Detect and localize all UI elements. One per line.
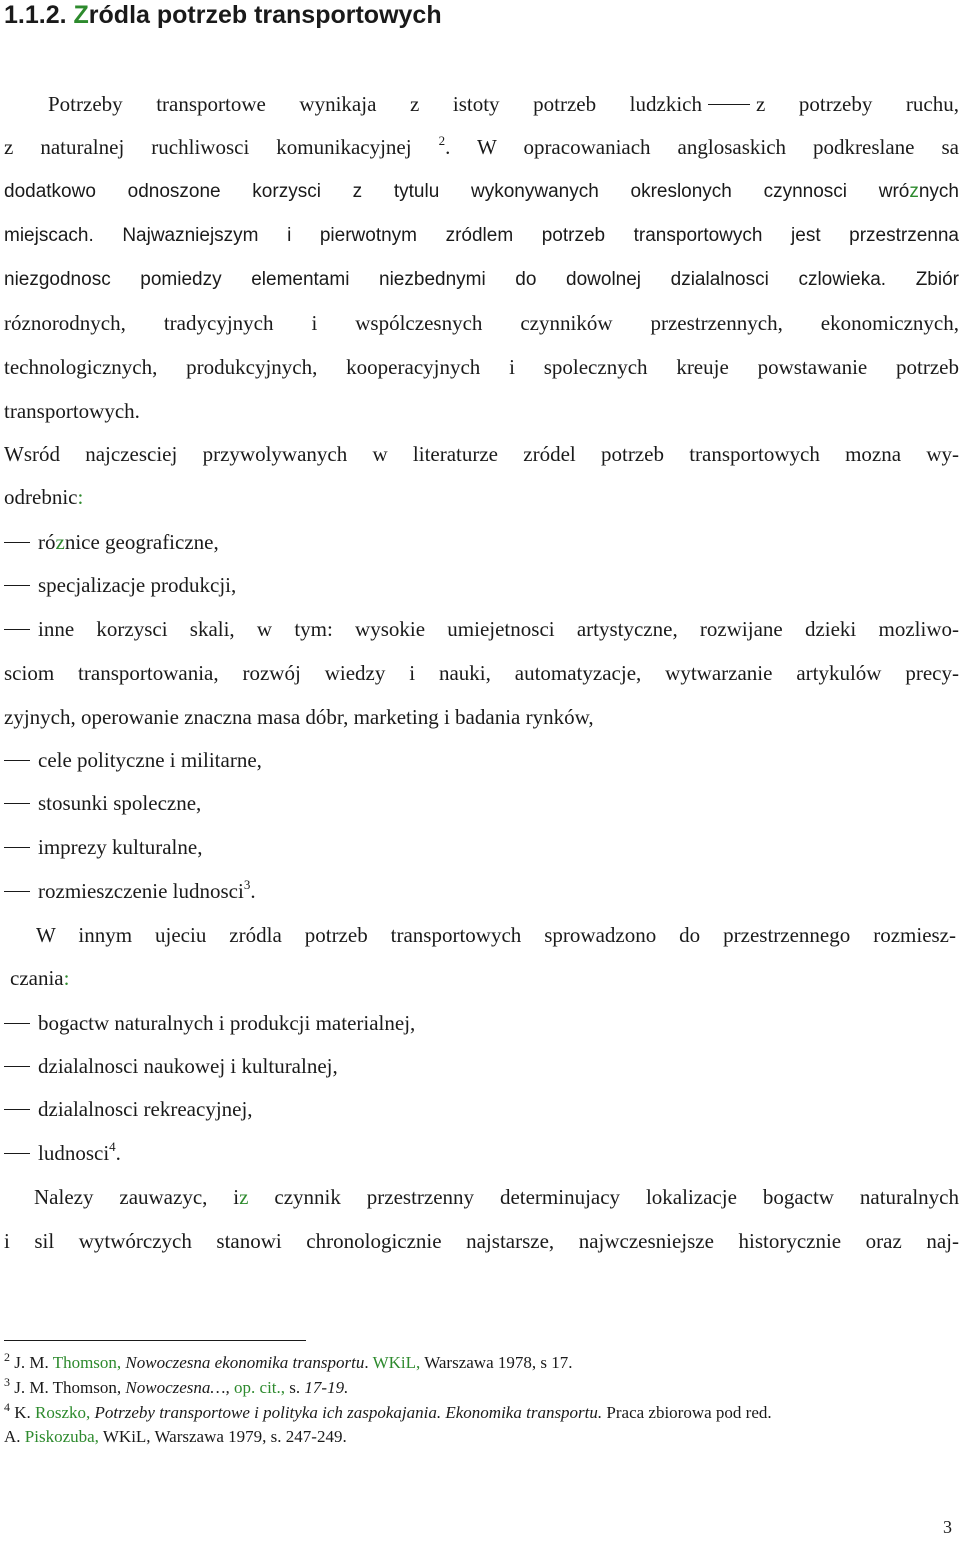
list-item: stosunki spoleczne, xyxy=(4,788,959,818)
bullet-dash xyxy=(4,803,30,804)
bullet-dash xyxy=(4,760,30,761)
paragraph-line: transportowych. xyxy=(4,399,140,423)
list-item: cele polityczne i militarne, xyxy=(4,745,959,775)
paragraph-line: Nalezy zauwazyc, iz czynnik przestrzenny determinujacy lokalizacje bogactw naturalnych xyxy=(34,1185,959,1209)
section-heading xyxy=(4,0,442,32)
list-item: róznice geograficzne, xyxy=(4,527,959,557)
list-item-continued: zyjnych, operowanie znaczna masa dóbr, marketing i badania rynków, xyxy=(4,705,594,729)
bullet-dash xyxy=(4,542,30,543)
list-item: dzialalnosci rekreacyjnej, xyxy=(4,1094,959,1124)
bullet-dash xyxy=(4,1023,30,1024)
list-item-continued: sciom transportowania, rozwój wiedzy i nauki, automatyzacje, wytwarzanie artykulów precy- xyxy=(4,661,959,685)
list-item: inne korzysci skali, w tym: wysokie umiejetnosci artystyczne, rozwijane dzieki mozliwo- xyxy=(4,614,959,644)
list-item: dzialalnosci naukowej i kulturalnej, xyxy=(4,1051,959,1081)
paragraph-line: czania: xyxy=(10,966,70,990)
bullet-dash xyxy=(4,1109,30,1110)
section-number: 1.1.2. xyxy=(4,1,67,29)
page-number: 3 xyxy=(943,1517,952,1537)
footnote-continued: A. Piskozuba, WKiL, Warszawa 1979, s. 247-249. xyxy=(4,1427,347,1446)
bullet-dash xyxy=(4,847,30,848)
paragraph-line: miejscach. Najwazniejszym i pierwotnym zródlem potrzeb transportowych jest przestrzenna xyxy=(4,225,959,246)
paragraph-line: W innym ujeciu zródla potrzeb transportowych sprowadzono do przestrzennego rozmiesz- xyxy=(36,923,956,947)
paragraph-line: niezgodnosc pomiedzy elementami niezbednymi do dowolnej dzialalnosci czlowieka. Zbiór xyxy=(4,269,959,290)
bullet-dash xyxy=(4,1153,30,1154)
list-item: specjalizacje produkcji, xyxy=(4,570,959,600)
heading-text: ródla potrzeb transportowych xyxy=(88,1,442,29)
footnote: $^2$ J. M. Thomson, Nowoczesna ekonomika transportu. WKiL, Warszawa 1978, s 17. xyxy=(4,1350,573,1372)
footnote-separator xyxy=(4,1340,306,1341)
bullet-dash xyxy=(4,891,30,892)
paragraph-line: róznorodnych, tradycyjnych i wspólczesnych czynników przestrzennych, ekonomicznych, xyxy=(4,311,959,335)
paragraph-line: odrebnic: xyxy=(4,485,84,509)
footnote-ref: 3 xyxy=(243,877,251,892)
footnote-ref: 2 xyxy=(438,133,446,148)
paragraph-line: i sil wytwórczych stanowi chronologicznie najstarsze, najwczesniejsze historycznie oraz naj- xyxy=(4,1229,959,1253)
list-item: imprezy kulturalne, xyxy=(4,832,959,862)
heading-initial: Z xyxy=(73,1,89,29)
paragraph-line: Potrzeby transportowe wynikaja z istoty potrzeb ludzkich z potrzeby ruchu, xyxy=(48,92,959,116)
footnote-ref: 4 xyxy=(109,1139,116,1154)
list-item: ludnosci$^4$. xyxy=(4,1138,959,1168)
footnote: $^3$ J. M. Thomson, Nowoczesna…, op. cit., s. 17-19. xyxy=(4,1375,349,1397)
footnote: $^4$ K. Roszko, Potrzeby transportowe i polityka ich zaspokajania. Ekonomika transportu. Praca zbiorowa pod red. xyxy=(4,1400,772,1422)
paragraph-line: Wsród najczesciej przywolywanych w literaturze zródel potrzeb transportowych mozna wy- xyxy=(4,442,959,466)
em-dash xyxy=(708,104,750,105)
paragraph-line: z naturalnej ruchliwosci komunikacyjnej $^2$. W opracowaniach anglosaskich podkreslane sa xyxy=(4,133,960,159)
paragraph-line: dodatkowo odnoszone korzysci z tytulu wykonywanych okreslonych czynnosci wróznych xyxy=(4,181,959,202)
bullet-dash xyxy=(4,1066,30,1067)
bullet-dash xyxy=(4,585,30,586)
paragraph-line: technologicznych, produkcyjnych, kooperacyjnych i spolecznych kreuje powstawanie potrzeb xyxy=(4,355,959,379)
bullet-dash xyxy=(4,629,30,630)
list-item: bogactw naturalnych i produkcji materialnej, xyxy=(4,1008,959,1038)
list-item: rozmieszczenie ludnosci$^3$. xyxy=(4,876,959,906)
